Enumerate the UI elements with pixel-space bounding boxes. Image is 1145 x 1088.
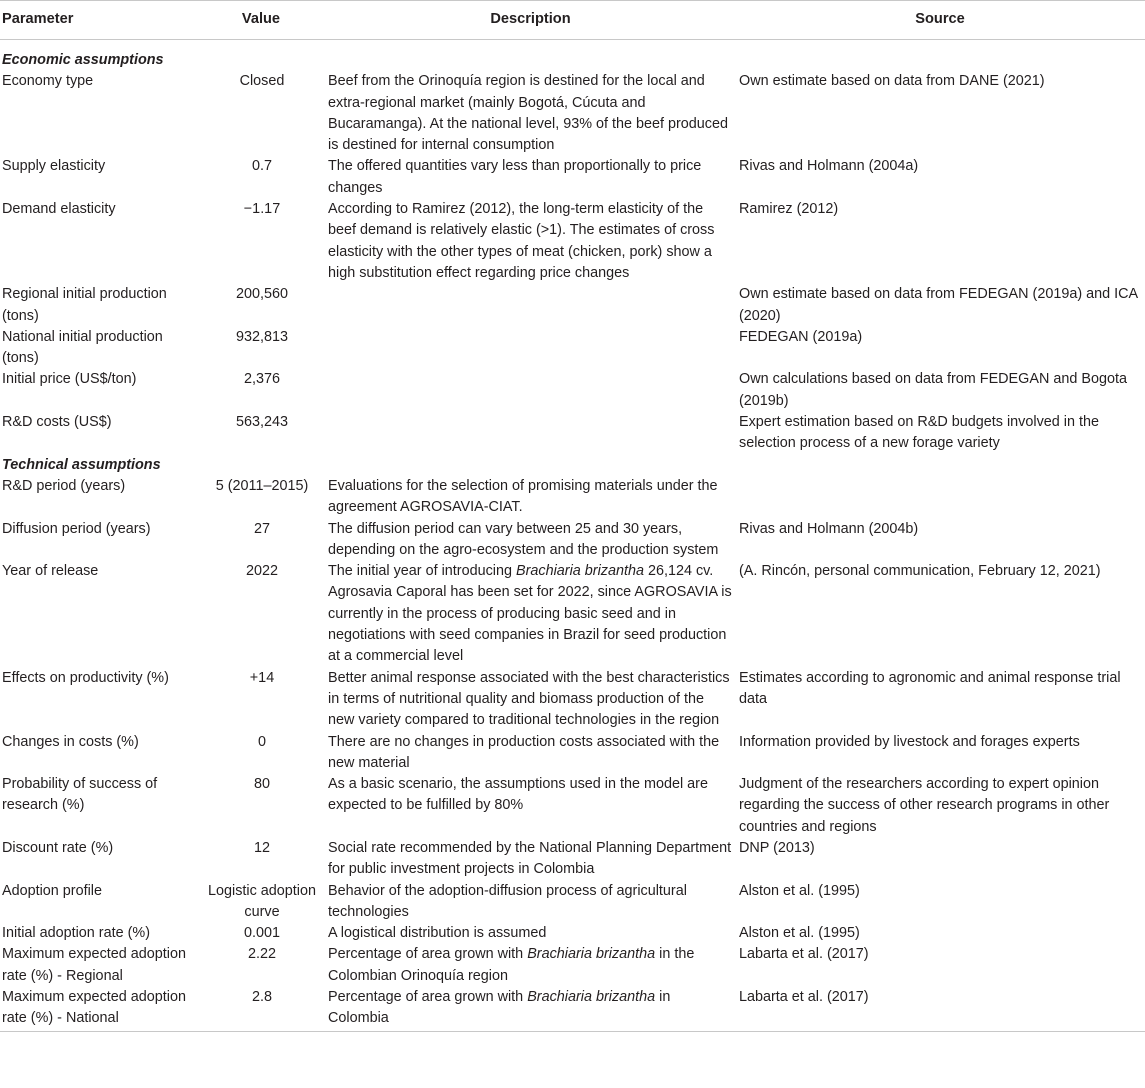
section-title: Technical assumptions (2, 456, 161, 473)
table-row (0, 369, 1145, 412)
description-cell: Social rate recommended by the National Planning Department for public investment projects in Colombia (328, 839, 732, 878)
table-row (0, 732, 1145, 775)
parameter-cell: Year of release (2, 563, 99, 580)
value-cell: +14 (249, 669, 275, 686)
parameter-cell: Economy type (2, 73, 94, 90)
parameter-cell: Initial adoption rate (%) (2, 925, 150, 942)
description-cell (326, 369, 737, 412)
header-row (0, 1, 1145, 40)
parameter-cell: Initial price (US$/ton) (2, 371, 137, 388)
table-row (0, 774, 1145, 838)
parameter-cell: Demand elasticity (2, 201, 116, 218)
description-cell: There are no changes in production costs associated with the new material (328, 733, 720, 771)
description-cell: The initial year of introducing Brachiaria brizantha 26,124 cv. Agrosavia Caporal has been set for 2022, since AGROSAVIA is currently in the process of producing basic seed and in negotiations with seed companies in Brazil for seed production at a commercial level (328, 563, 732, 665)
value-cell: 80 (253, 776, 270, 793)
description-cell: Beef from the Orinoquía region is destined for the local and extra-regional market (mainly Bogotá, Cúcuta and Bucaramanga). At the national level, 93% of the beef produced is destined for internal consumption (328, 73, 729, 154)
value-cell: 0.001 (243, 925, 280, 942)
table-row (0, 71, 1145, 156)
source-cell: Ramirez (2012) (739, 201, 839, 218)
header-value: Value (198, 1, 326, 40)
table-row (0, 923, 1145, 944)
value-cell: 2022 (245, 563, 278, 580)
description-cell: Percentage of area grown with Brachiaria brizantha in Colombia (326, 987, 737, 1031)
value-cell: 27 (253, 520, 270, 537)
value-cell: 0.7 (251, 158, 272, 175)
species-name: Brachiaria brizantha (527, 946, 656, 963)
source-cell: Labarta et al. (2017) (737, 987, 1145, 1031)
parameter-cell: Adoption profile (2, 882, 103, 899)
parameter-cell: Changes in costs (%) (2, 733, 139, 750)
parameter-cell: Discount rate (%) (2, 839, 114, 856)
section-title: Economic assumptions (2, 52, 164, 68)
table-row (0, 519, 1145, 562)
description-cell: As a basic scenario, the assumptions used in the model are expected to be fulfilled by 80% (328, 776, 708, 814)
parameter-cell: Probability of success of research (%) (2, 776, 158, 814)
description-cell: Evaluations for the selection of promising materials under the agreement AGROSAVIA-CIAT. (328, 477, 718, 516)
source-cell: Rivas and Holmann (2004b) (739, 520, 919, 537)
description-cell (326, 284, 737, 327)
description-cell: Percentage of area grown with Brachiaria brizantha in the Colombian Orinoquía region (328, 946, 695, 984)
table-row (0, 327, 1145, 370)
value-cell: 932,813 (235, 328, 289, 345)
value-cell: −1.17 (243, 201, 281, 218)
table-row (0, 944, 1145, 987)
source-cell: (A. Rincón, personal communication, February 12, 2021) (739, 563, 1101, 580)
source-cell: FEDEGAN (2019a) (739, 328, 863, 345)
value-cell: 200,560 (235, 286, 289, 303)
table-row (0, 156, 1145, 199)
table-row (0, 838, 1145, 881)
description-cell: The diffusion period can vary between 25 and 30 years, depending on the agro-ecosystem and the production system (328, 520, 719, 558)
parameter-cell: Maximum expected adoption rate (%) - National (0, 987, 198, 1031)
species-name: Brachiaria brizantha (515, 563, 644, 580)
species-name: Brachiaria brizantha (527, 989, 656, 1006)
parameter-cell: R&D costs (US$) (2, 414, 112, 431)
source-cell: Labarta et al. (2017) (739, 946, 869, 963)
table-row (0, 561, 1145, 667)
parameter-cell: Maximum expected adoption rate (%) - Regional (2, 946, 186, 984)
table-row (0, 199, 1145, 284)
value-cell: 2.22 (247, 946, 276, 963)
source-cell (737, 476, 1145, 519)
source-cell: Judgment of the researchers according to expert opinion regarding the success of other research programs in other countries and regions (739, 776, 1110, 835)
section-economic (0, 40, 1145, 72)
table-row (0, 881, 1145, 924)
description-cell: The offered quantities vary less than proportionally to price changes (328, 158, 702, 196)
value-cell: Logistic adoption curve (207, 882, 316, 920)
value-cell: 12 (253, 839, 270, 856)
table-row (0, 412, 1145, 455)
value-cell: 2,376 (243, 371, 280, 388)
description-cell: A logistical distribution is assumed (328, 925, 547, 942)
table-row (0, 668, 1145, 732)
description-cell: Behavior of the adoption-diffusion process of agricultural technologies (328, 882, 687, 920)
parameter-cell: Supply elasticity (2, 158, 106, 175)
value-cell: 0 (257, 733, 266, 750)
source-cell: Own estimate based on data from FEDEGAN (2019a) and ICA (2020) (739, 286, 1138, 324)
source-cell: DNP (2013) (739, 839, 815, 856)
source-cell: Rivas and Holmann (2004a) (739, 158, 919, 175)
description-cell: Better animal response associated with the best characteristics in terms of nutritional quality and biomass production of the new variety compared to traditional technologies in the region (328, 669, 730, 729)
value-cell: 563,243 (235, 414, 289, 431)
parameter-cell: Diffusion period (years) (2, 520, 151, 537)
source-cell: Expert estimation based on R&D budgets involved in the selection process of a new forage variety (739, 414, 1099, 452)
table-row (0, 476, 1145, 519)
source-cell: Estimates according to agronomic and animal response trial data (739, 669, 1121, 707)
value-cell: Closed (239, 73, 285, 90)
source-cell: Own estimate based on data from DANE (2021) (739, 73, 1045, 90)
header-description: Description (326, 1, 737, 40)
source-cell: Alston et al. (1995) (739, 882, 860, 899)
table-row (0, 284, 1145, 327)
header-source: Source (737, 1, 1145, 40)
description-cell (326, 412, 737, 455)
parameter-cell: National initial production (tons) (2, 328, 163, 367)
parameter-cell: R&D period (years) (2, 477, 126, 494)
source-cell: Alston et al. (1995) (739, 925, 860, 942)
source-cell: Information provided by livestock and forages experts (739, 733, 1080, 750)
description-cell: According to Ramirez (2012), the long-term elasticity of the beef demand is relatively elastic (>1). The estimates of cross elasticity with the other types of meat (chicken, pork) show a high substitution effect regarding price changes (328, 201, 715, 281)
value-cell: 2.8 (198, 987, 326, 1031)
parameter-cell: Effects on productivity (%) (2, 669, 169, 686)
description-cell (326, 327, 737, 370)
source-cell: Own calculations based on data from FEDEGAN and Bogota (2019b) (739, 371, 1127, 409)
section-technical (0, 455, 1145, 476)
parameter-cell: Regional initial production (tons) (2, 286, 167, 324)
header-parameter: Parameter (0, 1, 198, 40)
table-row (0, 987, 1145, 1031)
value-cell: 5 (2011–2015) (215, 477, 309, 494)
